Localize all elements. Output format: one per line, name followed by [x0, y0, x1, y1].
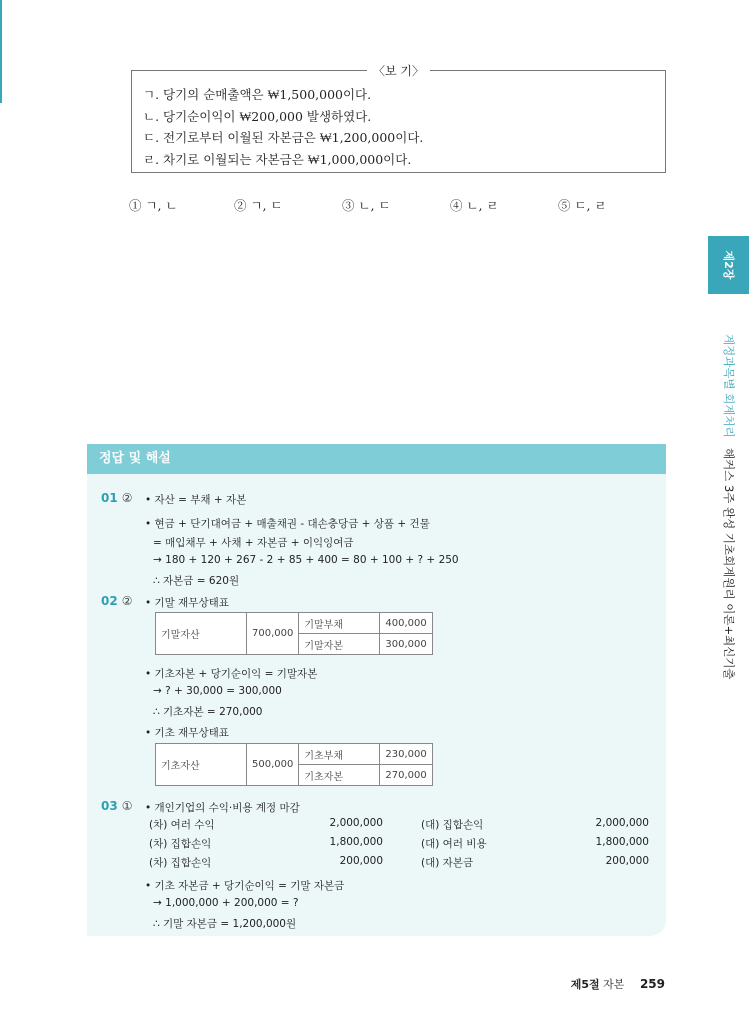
journal-entry — [149, 817, 649, 833]
debit-amount: 200,000 — [339, 855, 383, 867]
answer-section-header: 정답 및 해설 — [87, 444, 666, 474]
chapter-label: 제2장 — [721, 250, 735, 280]
section-number: 제5절 — [570, 978, 600, 991]
q1-line: → 180 + 120 + 267 - 2 + 85 + 400 = 80 + 100 + ? + 250 — [153, 554, 459, 566]
bs-equity-label: 기말자본 — [299, 634, 380, 655]
credit-amount: 200,000 — [605, 855, 649, 867]
bs-liab-label: 기초부채 — [299, 744, 380, 765]
page-footer — [571, 976, 665, 992]
q1-line: = 매입채무 + 사채 + 자본금 + 이익잉여금 — [153, 537, 354, 549]
q2-answer: ② — [121, 594, 133, 608]
bs-equity-value: 300,000 — [380, 634, 432, 655]
section-name: 자본 — [603, 978, 625, 991]
q2-line: • 기초자본 + 당기순이익 = 기말자본 — [145, 668, 318, 680]
bs-asset-value: 700,000 — [247, 613, 299, 655]
choice-2[interactable]: ② ㄱ, ㄷ — [234, 198, 283, 213]
bs-liab-value: 400,000 — [380, 613, 432, 634]
category-label: 계정과목별 회계처리 — [721, 334, 736, 438]
q3-line: → 1,000,000 + 200,000 = ? — [153, 897, 299, 909]
example-item: ㄹ. 차기로 이월되는 자본금은 ₩1,000,000이다. — [143, 151, 412, 167]
debit-amount: 2,000,000 — [329, 817, 383, 829]
credit-amount: 1,800,000 — [595, 836, 649, 848]
bs-equity-value: 270,000 — [380, 765, 432, 786]
q2-number: 02 ② — [101, 594, 133, 608]
example-item: ㄴ. 당기순이익이 ₩200,000 발생하였다. — [143, 108, 372, 124]
q3-answer: ① — [121, 799, 133, 813]
page-number: 259 — [639, 977, 665, 991]
q2-line: → ? + 30,000 = 300,000 — [153, 685, 282, 697]
choice-3[interactable]: ③ ㄴ, ㄷ — [342, 198, 391, 213]
credit-account: (대) 집합손익 — [421, 819, 484, 831]
book-title: 해커스 3주 완성 기초회계원리 이론+최신기출 — [721, 448, 736, 680]
credit-account: (대) 여러 비용 — [421, 838, 487, 850]
bs-liab-value: 230,000 — [380, 744, 432, 765]
credit-account: (대) 자본금 — [421, 857, 474, 869]
debit-account: (차) 집합손익 — [149, 838, 212, 850]
bs-liab-label: 기말부채 — [299, 613, 380, 634]
choice-1[interactable]: ① ㄱ, ㄴ — [129, 198, 178, 213]
example-box-title: 〈보 기〉 — [367, 64, 430, 78]
q1-line: ∴ 자본금 = 620원 — [153, 575, 240, 587]
example-item: ㄷ. 전기로부터 이월된 자본금은 ₩1,200,000이다. — [143, 130, 424, 145]
bs-asset-label: 기말자산 — [156, 613, 247, 655]
q1-line: • 자산 = 부채 + 자본 — [145, 494, 247, 506]
choice-4[interactable]: ④ ㄴ, ㄹ — [450, 198, 499, 213]
beginning-balance-sheet — [155, 743, 433, 786]
q1-answer: ② — [121, 491, 133, 505]
bs-asset-label: 기초자산 — [156, 744, 247, 786]
debit-amount: 1,800,000 — [329, 836, 383, 848]
bs-equity-label: 기초자본 — [299, 765, 380, 786]
journal-entry — [149, 836, 649, 852]
ending-balance-sheet — [155, 612, 433, 655]
q2-heading: • 기초 재무상태표 — [145, 727, 229, 739]
example-item: ㄱ. 당기의 순매출액은 ₩1,500,000이다. — [143, 87, 372, 102]
q1-number: 01 ② — [101, 491, 133, 505]
example-box — [131, 64, 666, 173]
q2-line: ∴ 기초자본 = 270,000 — [153, 706, 263, 718]
left-edge-accent — [0, 0, 2, 103]
bs-asset-value: 500,000 — [247, 744, 299, 786]
choice-5[interactable]: ⑤ ㄷ, ㄹ — [558, 198, 607, 213]
q1-line: • 현금 + 단기대여금 + 매출채권 - 대손충당금 + 상품 + 건물 — [145, 518, 430, 530]
q3-line: ∴ 기말 자본금 = 1,200,000원 — [153, 918, 297, 930]
chapter-tab — [708, 236, 749, 294]
q2-heading: • 기말 재무상태표 — [145, 597, 229, 609]
credit-amount: 2,000,000 — [595, 817, 649, 829]
q3-line: • 기초 자본금 + 당기순이익 = 기말 자본금 — [145, 880, 345, 892]
journal-entry — [149, 855, 649, 871]
q3-number: 03 ① — [101, 799, 133, 813]
debit-account: (차) 집합손익 — [149, 857, 212, 869]
debit-account: (차) 여러 수익 — [149, 819, 215, 831]
q3-heading: • 개인기업의 수익·비용 계정 마감 — [145, 802, 300, 814]
example-box-items — [143, 84, 423, 170]
